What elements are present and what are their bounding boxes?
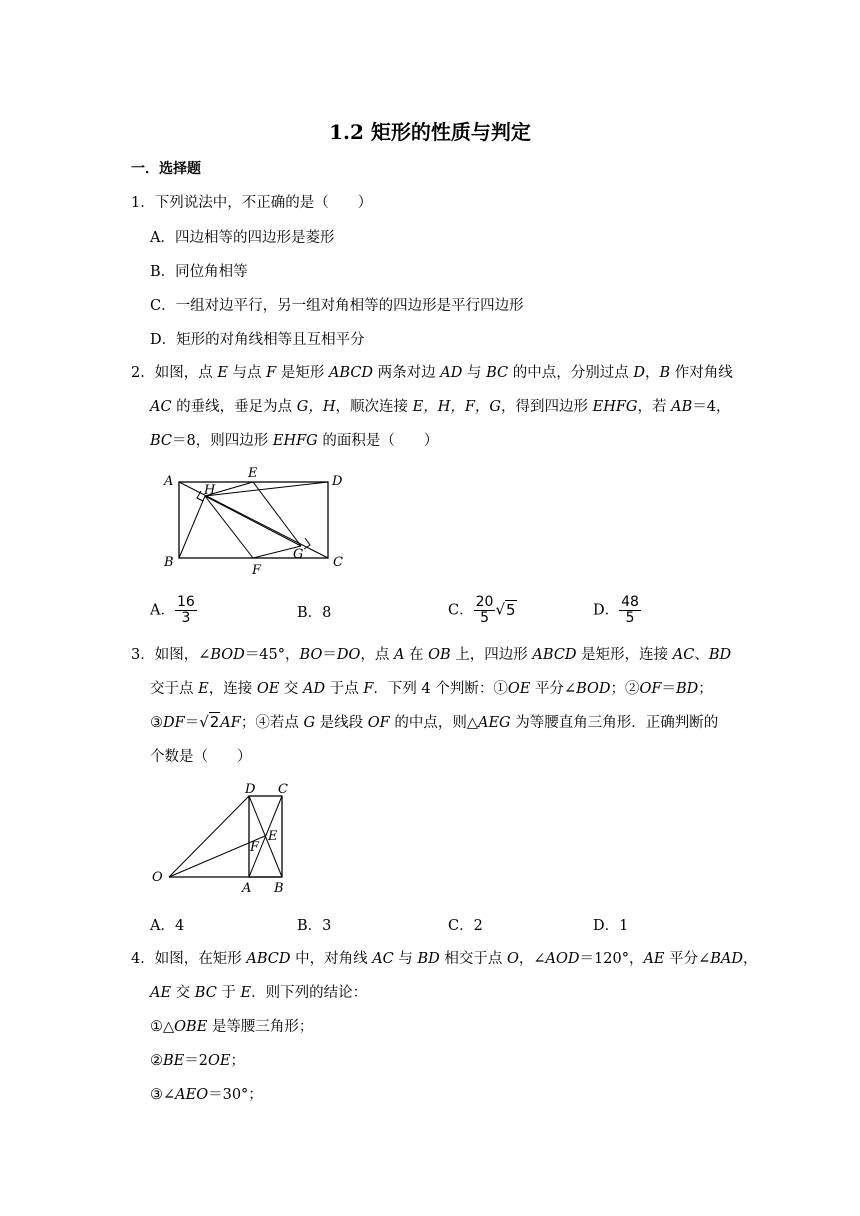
q2-diagonal-ac [179,482,328,558]
q2-segment-eg [253,482,301,546]
q2-stem-line2: AC 的垂线，垂足为点 G，H，顺次连接 E，H，F，G，得到四边形 EHFG，若 AB＝4， [150,399,731,415]
q4-conclusion-2: ②BE＝2OE； [150,1053,245,1069]
q3-label-f: F [250,840,260,855]
q3-option-b: B．3 [297,918,332,934]
q2-label-b: B [164,555,174,570]
q2-segment-hf [205,496,253,558]
q2-option-a: A． $\frac{16}{3}$ [150,594,195,626]
q3-stem-line2: 交于点 E，连接 OE 交 AD 于点 F．下列 4 个判断：①OE 平分∠BOD；②OF＝BD； [150,681,713,697]
q3-label-d: D [245,782,256,797]
q2-label-d: D [332,474,343,489]
q3-option-c: C．2 [448,918,483,934]
q1-stem: 1．下列说法中，不正确的是（ ） [131,195,373,211]
q2-option-d: D． $\frac{48}{5}$ [593,594,639,626]
q3-stem-line1: 3．如图，∠BOD＝45°，BO＝DO，点 A 在 OB 上，四边形 ABCD 是矩形，连接 AC、BD [131,647,732,663]
q2-figure [150,460,360,578]
q2-label-c: C [333,555,343,570]
section-heading: 一．选择题 [131,161,201,177]
q4-conclusion-3: ③∠AEO＝30°； [150,1087,263,1103]
q3-stem-line4: 个数是（ ） [150,749,252,765]
q2-option-b: B．8 [297,605,332,621]
q2-label-e: E [248,466,258,481]
q2-label-f: F [252,563,262,578]
q3-stem-line3: ③DF＝√2AF；④若点 G 是线段 OF 的中点，则△AEG 为等腰直角三角形．正确判断的 [150,713,719,731]
q1-option-c: C．一组对边平行，另一组对角相等的四边形是平行四边形 [150,298,524,314]
page-title: 1.2 矩形的性质与判定 [329,120,531,144]
q4-conclusion-1: ①△OBE 是等腰三角形； [150,1019,314,1035]
q3-label-e: E [268,829,278,844]
q3-label-a: A [242,881,252,893]
q3-figure [150,778,300,893]
q2-segment-bh [179,496,205,558]
q3-option-a: A．4 [150,918,185,934]
q2-stem-line3: BC＝8，则四边形 EHFG 的面积是（ ） [150,433,439,449]
q3-label-c: C [278,782,288,797]
q3-option-d: D．1 [593,918,629,934]
q1-option-b: B．同位角相等 [150,264,248,280]
q1-option-a: A．四边相等的四边形是菱形 [150,230,335,246]
q2-label-g: G [293,547,304,562]
q3-segment-od [169,796,249,877]
q2-perp-dh [205,482,328,496]
q2-option-c: C． $\frac{20}{5}$ √5 [448,594,516,626]
q3-label-o: O [152,870,163,885]
q4-stem-line1: 4．如图，在矩形 ABCD 中，对角线 AC 与 BD 相交于点 O，∠AOD＝120°，AE 平分∠BAD， [131,951,758,967]
q4-stem-line2: AE 交 BC 于 E．则下列的结论： [150,985,368,1001]
q2-label-a: A [164,474,174,489]
q2-right-angle-h [197,491,203,501]
q1-option-d: D．矩形的对角线相等且互相平分 [150,332,365,348]
q2-segment-hg [205,496,301,546]
q3-label-b: B [274,881,284,893]
q2-right-angle-g [304,538,310,549]
q2-label-h: H [204,483,216,498]
q2-stem-line1: 2．如图，点 E 与点 F 是矩形 ABCD 两条对边 AD 与 BC 的中点，分别过点 D，B 作对角线 [131,365,733,381]
